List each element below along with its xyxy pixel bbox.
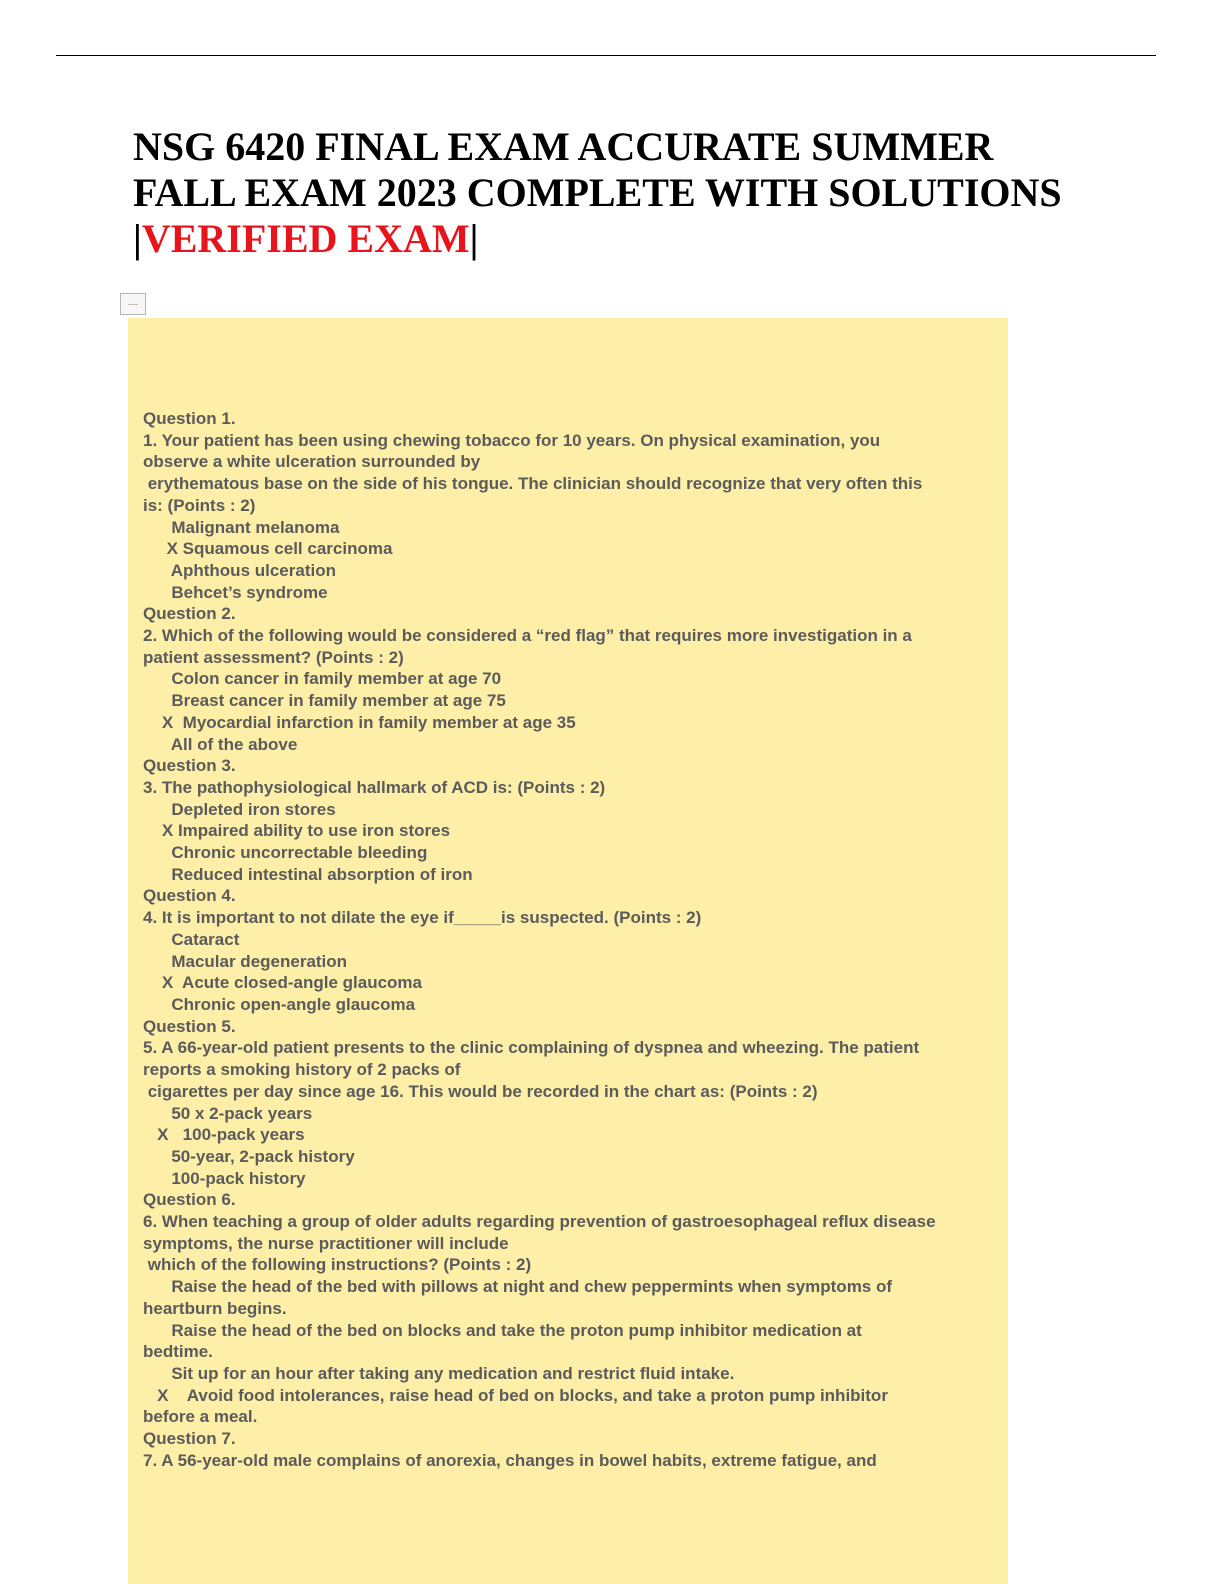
answer-option-selected: X Acute closed-angle glaucoma bbox=[143, 973, 422, 993]
answer-option: Depleted iron stores bbox=[143, 799, 336, 819]
answer-option-selected: X 100-pack years bbox=[143, 1125, 305, 1145]
answer-option: 100-pack history bbox=[143, 1168, 306, 1188]
answer-option: Chronic open-angle glaucoma bbox=[143, 994, 416, 1014]
answer-option-selected: X Squamous cell carcinoma bbox=[143, 539, 393, 559]
content-line: cigarettes per day since age 16. This would be recorded in the chart as: (Points : 2) bbox=[143, 1081, 818, 1101]
content-line: reports a smoking history of 2 packs of bbox=[143, 1060, 461, 1080]
question-heading: Question 7. bbox=[143, 1429, 236, 1449]
answer-option: Raise the head of the bed with pillows at night and chew peppermints when symptoms of bbox=[143, 1277, 893, 1297]
content-line: patient assessment? (Points : 2) bbox=[143, 647, 404, 667]
answer-option-selected: X Myocardial infarction in family member at age 35 bbox=[143, 712, 576, 732]
title-pipe-open: | bbox=[133, 216, 142, 261]
title-pipe-close: | bbox=[469, 216, 479, 261]
collapse-toggle-button[interactable] bbox=[120, 293, 146, 315]
title-line-2: FALL EXAM 2023 COMPLETE WITH SOLUTIONS bbox=[133, 170, 1062, 215]
answer-option: 50 x 2-pack years bbox=[143, 1103, 313, 1123]
top-divider bbox=[56, 55, 1156, 56]
question-text: 3. The pathophysiological hallmark of ACD is: (Points : 2) bbox=[143, 777, 606, 797]
title-line-1: NSG 6420 FINAL EXAM ACCURATE SUMMER bbox=[133, 124, 994, 169]
content-line: is: (Points : 2) bbox=[143, 495, 256, 515]
question-heading: Question 3. bbox=[143, 756, 236, 776]
answer-option: Behcet’s syndrome bbox=[143, 582, 328, 602]
question-text: 7. A 56-year-old male complains of anorexia, changes in bowel habits, extreme fatigue, and bbox=[143, 1450, 877, 1470]
answer-option: Colon cancer in family member at age 70 bbox=[143, 669, 502, 689]
question-heading: Question 5. bbox=[143, 1016, 236, 1036]
content-line: bedtime. bbox=[143, 1342, 213, 1362]
question-text: 2. Which of the following would be considered a “red flag” that requires more investigation in a bbox=[143, 626, 912, 646]
question-text: 4. It is important to not dilate the eye if_____is suspected. (Points : 2) bbox=[143, 908, 702, 928]
content-line: before a meal. bbox=[143, 1407, 258, 1427]
question-text: 5. A 66-year-old patient presents to the clinic complaining of dyspnea and wheezing. The patient bbox=[143, 1038, 920, 1058]
verified-exam-label: VERIFIED EXAM bbox=[141, 216, 470, 261]
question-heading: Question 6. bbox=[143, 1190, 236, 1210]
content-line: observe a white ulceration surrounded by bbox=[143, 452, 481, 472]
answer-option: All of the above bbox=[143, 734, 298, 754]
answer-option: Malignant melanoma bbox=[143, 517, 340, 537]
answer-option: Cataract bbox=[143, 929, 240, 949]
minus-icon bbox=[128, 304, 138, 305]
answer-option: Raise the head of the bed on blocks and take the proton pump inhibitor medication at bbox=[143, 1320, 862, 1340]
question-heading: Question 1. bbox=[143, 409, 236, 428]
answer-option: Aphthous ulceration bbox=[143, 560, 336, 580]
question-text: 6. When teaching a group of older adults regarding prevention of gastroesophageal reflux disease bbox=[143, 1212, 936, 1232]
answer-option: Breast cancer in family member at age 75 bbox=[143, 691, 506, 711]
answer-option: 50-year, 2-pack history bbox=[143, 1146, 355, 1166]
question-heading: Question 2. bbox=[143, 604, 236, 624]
exam-content bbox=[143, 408, 1023, 1471]
question-text: 1. Your patient has been using chewing tobacco for 10 years. On physical examination, you bbox=[143, 430, 881, 450]
answer-option-selected: X Avoid food intolerances, raise head of bed on blocks, and take a proton pump inhibitor bbox=[143, 1385, 888, 1405]
content-line: symptoms, the nurse practitioner will include bbox=[143, 1233, 509, 1253]
answer-option: Reduced intestinal absorption of iron bbox=[143, 864, 473, 884]
content-line: erythematous base on the side of his tongue. The clinician should recognize that very often this bbox=[143, 474, 923, 494]
answer-option-selected: X Impaired ability to use iron stores bbox=[143, 821, 451, 841]
answer-option: Macular degeneration bbox=[143, 951, 348, 971]
question-heading: Question 4. bbox=[143, 886, 236, 906]
page-title bbox=[133, 124, 1133, 262]
answer-option: Chronic uncorrectable bleeding bbox=[143, 843, 428, 863]
answer-option: Sit up for an hour after taking any medication and restrict fluid intake. bbox=[143, 1363, 735, 1383]
content-line: heartburn begins. bbox=[143, 1298, 287, 1318]
content-line: which of the following instructions? (Points : 2) bbox=[143, 1255, 532, 1275]
